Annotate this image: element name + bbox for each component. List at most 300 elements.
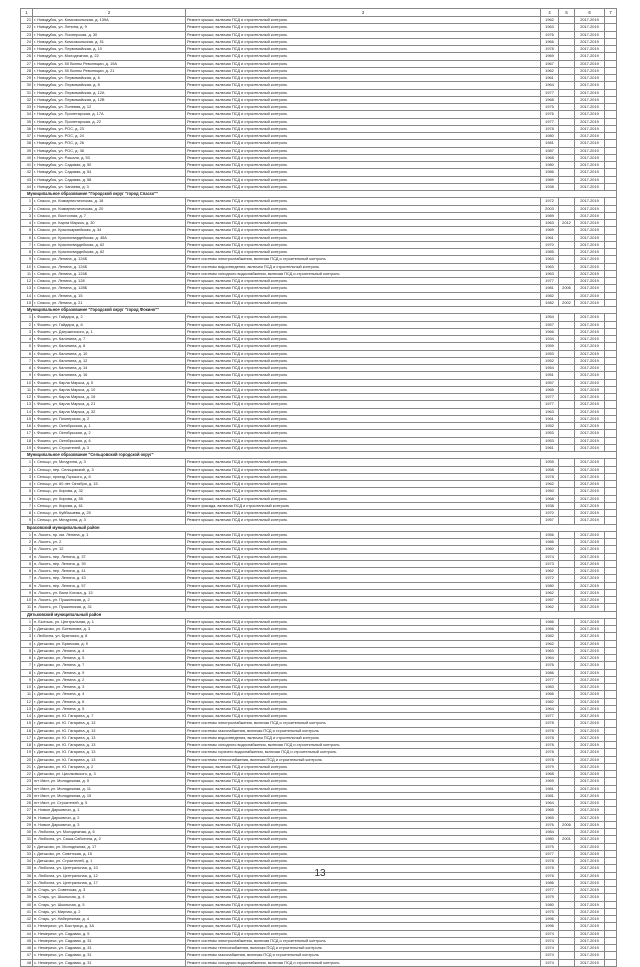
planned-period-cell: 2017-2019 [575, 568, 605, 575]
planned-period-cell: 2017-2019 [575, 357, 605, 364]
work-type-cell: Ремонт крыши, включая ПСД и строительный контроль [186, 212, 541, 219]
row-number-cell: 6 [21, 234, 33, 241]
work-type-cell: Ремонт крыши, включая ПСД и строительный контроль [186, 96, 541, 103]
last-repair-year-cell [559, 386, 575, 393]
last-repair-year-cell [559, 930, 575, 937]
last-repair-year-cell [559, 249, 575, 256]
work-type-cell: Ремонт крыши, включая ПСД и строительный контроль [186, 53, 541, 60]
commission-year-cell: 1969 [541, 778, 559, 785]
address-cell: г. Дятьково, ул. Ю. Гагарина, д. 13 [33, 742, 186, 749]
commission-year-cell: 1978 [541, 756, 559, 763]
last-repair-year-cell [559, 162, 575, 169]
last-repair-year-cell [559, 183, 575, 190]
commission-year-cell: 1974 [541, 930, 559, 937]
commission-year-cell: 1980 [541, 901, 559, 908]
commission-year-cell: 1966 [541, 328, 559, 335]
last-repair-year-cell [559, 408, 575, 415]
address-cell: г. Дятьково, ул. Ленина, д. 4 [33, 647, 186, 654]
address-cell: г. Фокино, ул. Дзержинского, д. 1 [33, 328, 186, 335]
table-row [21, 713, 617, 720]
row-number-cell: 10 [21, 263, 33, 270]
commission-year-cell: 1976 [541, 111, 559, 118]
work-type-cell: Ремонт крыши, включая ПСД и строительный контроль [186, 292, 541, 299]
row-number-cell: 10 [21, 597, 33, 604]
last-repair-year-cell [559, 133, 575, 140]
address-cell: г. Фокино, ул. Гайдара, д. 6 [33, 321, 186, 328]
table-row [21, 75, 617, 82]
table-row [21, 640, 617, 647]
planned-period-cell: 2017-2019 [575, 952, 605, 959]
row-number-cell: 7 [21, 241, 33, 248]
commission-year-cell: 1965 [541, 807, 559, 814]
row-number-cell: 31 [21, 836, 33, 843]
work-type-cell: Ремонт крыши, включая ПСД и строительный контроль [186, 676, 541, 683]
work-type-cell: Ремонт крыши, включая ПСД и строительный контроль [186, 176, 541, 183]
commission-year-cell: 1961 [541, 234, 559, 241]
table-row [21, 321, 617, 328]
address-cell: г. Новодуйск, ул. 50 Волны Революции, д. 19А [33, 60, 186, 67]
planned-period-cell: 2017-2019 [575, 553, 605, 560]
address-cell: г. Дятьково, ул. Ленина, д. 4 [33, 691, 186, 698]
row-number-cell: 18 [21, 742, 33, 749]
last-repair-year-cell [559, 256, 575, 263]
work-type-cell: Ремонт системы газоснабжения, включая ПСД и строительный контроль [186, 727, 541, 734]
last-repair-year-cell [559, 473, 575, 480]
last-repair-year-cell [559, 278, 575, 285]
last-repair-year-cell [559, 553, 575, 560]
extra-cell [605, 314, 617, 321]
work-type-cell: Ремонт крыши, включая ПСД и строительный контроль [186, 763, 541, 770]
last-repair-year-cell [559, 807, 575, 814]
extra-cell [605, 618, 617, 625]
last-repair-year-cell [559, 154, 575, 161]
extra-cell [605, 198, 617, 205]
extra-cell [605, 285, 617, 292]
work-type-cell: Ремонт крыши, включая ПСД и строительный контроль [186, 459, 541, 466]
address-cell: п. Локоть, ул. 12 [33, 546, 186, 553]
work-type-cell: Ремонт крыши, включая ПСД и строительный контроль [186, 655, 541, 662]
table-row [21, 423, 617, 430]
commission-year-cell: 1986 [541, 618, 559, 625]
address-cell: г. Новодуйск, ул. Молодежная, д. 22 [33, 53, 186, 60]
row-number-cell: 13 [21, 401, 33, 408]
work-type-cell: Ремонт крыши, включая ПСД и строительный контроль [186, 466, 541, 473]
row-number-cell: 2 [21, 321, 33, 328]
row-number-cell: 6 [21, 495, 33, 502]
address-cell: г. Фокино, ул. Карла Маркса, д. 5 [33, 379, 186, 386]
last-repair-year-cell [559, 691, 575, 698]
last-repair-year-cell [559, 829, 575, 836]
work-type-cell: Ремонт крыши, включая ПСД и строительный контроль [186, 684, 541, 691]
table-row [21, 647, 617, 654]
address-cell: г. Дятьково, ул. Ю. Гагарина, д. 13 [33, 727, 186, 734]
commission-year-cell: 1977 [541, 118, 559, 125]
last-repair-year-cell [559, 575, 575, 582]
address-cell: г. Спасск, ул. Ленина, д. 15 [33, 292, 186, 299]
last-repair-year-cell [559, 314, 575, 321]
work-type-cell: Ремонт крыши, включая ПСД и строительный контроль [186, 111, 541, 118]
planned-period-cell: 2017-2019 [575, 263, 605, 270]
last-repair-year-cell [559, 140, 575, 147]
extra-cell [605, 423, 617, 430]
planned-period-cell: 2017-2019 [575, 176, 605, 183]
last-repair-year-cell [559, 292, 575, 299]
address-cell: г. Спасск, ул. Коммунистическая, д. 18 [33, 198, 186, 205]
row-number-cell: 37 [21, 133, 33, 140]
address-cell: п. Локоть, пер. Ленина, д. 43 [33, 575, 186, 582]
table-row [21, 720, 617, 727]
row-number-cell: 12 [21, 278, 33, 285]
planned-period-cell: 2017-2019 [575, 937, 605, 944]
extra-cell [605, 321, 617, 328]
planned-period-cell: 2017-2019 [575, 89, 605, 96]
table-row [21, 633, 617, 640]
table-row [21, 241, 617, 248]
address-cell: г. Дятьково, ул. Ленина, д. 3 [33, 684, 186, 691]
extra-cell [605, 249, 617, 256]
column-number: 4 [541, 9, 559, 17]
last-repair-year-cell [559, 53, 575, 60]
last-repair-year-cell [559, 604, 575, 611]
last-repair-year-cell [559, 763, 575, 770]
planned-period-cell: 2017-2019 [575, 96, 605, 103]
work-type-cell: Ремонт крыши, включая ПСД и строительный контроль [186, 147, 541, 154]
commission-year-cell: 1963 [541, 24, 559, 31]
address-cell: п. Локоть, пер. Ленина, д. 37 [33, 553, 186, 560]
last-repair-year-cell [559, 502, 575, 509]
last-repair-year-cell [559, 894, 575, 901]
planned-period-cell: 2017-2019 [575, 771, 605, 778]
address-cell: г. Фокино, ул. Октябрьская, д. 6 [33, 437, 186, 444]
planned-period-cell: 2017-2019 [575, 836, 605, 843]
extra-cell [605, 698, 617, 705]
table-row [21, 82, 617, 89]
extra-cell [605, 894, 617, 901]
last-repair-year-cell [559, 647, 575, 654]
extra-cell [605, 640, 617, 647]
extra-cell [605, 597, 617, 604]
last-repair-year-cell [559, 734, 575, 741]
table-row [21, 46, 617, 53]
address-cell: г. Фокино, ул. Пионерская, д. 2 [33, 415, 186, 422]
commission-year-cell: 1982 [541, 292, 559, 299]
extra-cell [605, 328, 617, 335]
table-row [21, 908, 617, 915]
work-type-cell: Ремонт крыши, включая ПСД и строительный контроль [186, 444, 541, 451]
address-cell: г. Новодуйск, ул. Первомайская, д. 12А [33, 89, 186, 96]
table-row [21, 655, 617, 662]
commission-year-cell: 1958 [541, 466, 559, 473]
row-number-cell: 4 [21, 220, 33, 227]
commission-year-cell: 1950 [541, 488, 559, 495]
extra-cell [605, 858, 617, 865]
address-cell: г. Дятьково, ул. Строителей, д. 1 [33, 858, 186, 865]
extra-cell [605, 357, 617, 364]
planned-period-cell: 2017-2019 [575, 162, 605, 169]
extra-cell [605, 829, 617, 836]
table-row [21, 858, 617, 865]
table-row [21, 38, 617, 45]
address-cell: г. Фокино, ул. Калинина, д. 10 [33, 350, 186, 357]
table-row [21, 183, 617, 190]
address-cell: г. Фокино, ул. Калинина, д. 14 [33, 365, 186, 372]
commission-year-cell: 1962 [541, 481, 559, 488]
commission-year-cell: 1969 [541, 53, 559, 60]
row-number-cell: 26 [21, 800, 33, 807]
table-row [21, 488, 617, 495]
planned-period-cell: 2017-2019 [575, 531, 605, 538]
last-repair-year-cell [559, 945, 575, 952]
commission-year-cell: 1952 [541, 423, 559, 430]
row-number-cell: 33 [21, 104, 33, 111]
work-type-cell: Ремонт крыши, включая ПСД и строительный контроль [186, 923, 541, 930]
last-repair-year-cell [559, 756, 575, 763]
planned-period-cell: 2017-2019 [575, 111, 605, 118]
table-row [21, 53, 617, 60]
commission-year-cell: 1975 [541, 843, 559, 850]
last-repair-year-cell [559, 60, 575, 67]
work-type-cell: Ремонт крыши, включая ПСД и строительный контроль [186, 104, 541, 111]
row-number-cell: 13 [21, 705, 33, 712]
last-repair-year-cell [559, 749, 575, 756]
page-number: 13 [314, 868, 326, 879]
column-number-row [21, 9, 617, 17]
table-row [21, 553, 617, 560]
planned-period-cell: 2017-2019 [575, 212, 605, 219]
extra-cell [605, 60, 617, 67]
planned-period-cell: 2017-2019 [575, 908, 605, 915]
commission-year-cell: 1962 [541, 568, 559, 575]
last-repair-year-cell [559, 118, 575, 125]
last-repair-year-cell [559, 31, 575, 38]
work-type-cell: Ремонт крыши, включая ПСД и строительный контроль [186, 618, 541, 625]
row-number-cell: 29 [21, 821, 33, 828]
address-cell: г. Фокино, ул. Строителей, д. 3 [33, 444, 186, 451]
extra-cell [605, 67, 617, 74]
address-cell: г. Новодуйск, ул. Пролетарская, д. 17А [33, 111, 186, 118]
column-number: 2 [33, 9, 186, 17]
last-repair-year-cell [559, 879, 575, 886]
planned-period-cell: 2017-2019 [575, 517, 605, 524]
extra-cell [605, 705, 617, 712]
last-repair-year-cell [559, 430, 575, 437]
table-row [21, 125, 617, 132]
work-type-cell: Ремонт крыши, включая ПСД и строительный контроль [186, 626, 541, 633]
address-cell: г. Спасск, ул. Ленина, д. 124Б [33, 270, 186, 277]
planned-period-cell: 2017-2019 [575, 749, 605, 756]
commission-year-cell: 1977 [541, 887, 559, 894]
table-row [21, 952, 617, 959]
row-number-cell: 10 [21, 379, 33, 386]
extra-cell [605, 676, 617, 683]
work-type-cell: Ремонт крыши, включая ПСД и строительный контроль [186, 691, 541, 698]
address-cell: г. Новодуйск, ул. Комсомольская, д. 51 [33, 38, 186, 45]
address-cell: г. Спасск, ул. Ленина, д. 128Б [33, 285, 186, 292]
table-row [21, 814, 617, 821]
last-repair-year-cell [559, 582, 575, 589]
extra-cell [605, 75, 617, 82]
table-row [21, 444, 617, 451]
last-repair-year-cell [559, 176, 575, 183]
table-row [21, 60, 617, 67]
commission-year-cell: 1967 [541, 60, 559, 67]
extra-cell [605, 945, 617, 952]
row-number-cell: 11 [21, 691, 33, 698]
address-cell: г. Новодуйск, ул. Ленина, д. 9 [33, 24, 186, 31]
address-cell: с. Немеричи, ул. Садовая, д. 31 [33, 945, 186, 952]
address-cell: г. Дятьково, ул. Брянская, д. 9 [33, 640, 186, 647]
work-type-cell: Ремонт крыши, включая ПСД и строительный контроль [186, 162, 541, 169]
planned-period-cell: 2017-2019 [575, 821, 605, 828]
extra-cell [605, 140, 617, 147]
work-type-cell: Ремонт крыши, включая ПСД и строительный контроль [186, 430, 541, 437]
row-number-cell: 7 [21, 357, 33, 364]
work-type-cell: Ремонт крыши, включая ПСД и строительный контроль [186, 350, 541, 357]
table-row [21, 198, 617, 205]
commission-year-cell: 1978 [541, 125, 559, 132]
planned-period-cell: 2017-2019 [575, 437, 605, 444]
table-row [21, 604, 617, 611]
row-number-cell: 1 [21, 314, 33, 321]
last-repair-year-cell [559, 321, 575, 328]
last-repair-year-cell [559, 814, 575, 821]
last-repair-year-cell [559, 727, 575, 734]
table-row [21, 618, 617, 625]
last-repair-year-cell [559, 850, 575, 857]
planned-period-cell: 2017-2019 [575, 270, 605, 277]
planned-period-cell: 2017-2019 [575, 169, 605, 176]
row-number-cell: 43 [21, 923, 33, 930]
row-number-cell: 1 [21, 459, 33, 466]
planned-period-cell: 2017-2019 [575, 720, 605, 727]
planned-period-cell: 2017-2019 [575, 488, 605, 495]
commission-year-cell: 1957 [541, 379, 559, 386]
work-type-cell: Ремонт крыши, включая ПСД и строительный контроль [186, 879, 541, 886]
address-cell: п. Локоть, пер. Ленина, д. 57 [33, 582, 186, 589]
last-repair-year-cell [559, 198, 575, 205]
document-page [20, 8, 616, 967]
planned-period-cell: 2017-2019 [575, 618, 605, 625]
address-cell: г. Фокино, ул. Октябрьская, д. 1 [33, 423, 186, 430]
table-row [21, 749, 617, 756]
row-number-cell: 17 [21, 734, 33, 741]
table-row [21, 821, 617, 828]
last-repair-year-cell: 2012 [559, 220, 575, 227]
last-repair-year-cell [559, 75, 575, 82]
address-cell: пгт Ивот, ул. Молодежная, д. 11 [33, 785, 186, 792]
table-row [21, 698, 617, 705]
last-repair-year-cell [559, 350, 575, 357]
planned-period-cell: 2017-2019 [575, 241, 605, 248]
work-type-cell: Ремонт системы водоотведения, включая ПСД и строительный контроль [186, 263, 541, 270]
table-row [21, 133, 617, 140]
extra-cell [605, 850, 617, 857]
column-number: 5 [559, 9, 575, 17]
last-repair-year-cell [559, 379, 575, 386]
address-cell: г. Дятьково, ул. Ленина, д. 7 [33, 662, 186, 669]
planned-period-cell: 2017-2019 [575, 328, 605, 335]
extra-cell [605, 343, 617, 350]
address-cell: г. Новодуйск, ул. РОС, д. 23 [33, 125, 186, 132]
table-row [21, 727, 617, 734]
extra-cell [605, 415, 617, 422]
table-row [21, 430, 617, 437]
planned-period-cell: 2017-2019 [575, 336, 605, 343]
table-row [21, 517, 617, 524]
last-repair-year-cell [559, 662, 575, 669]
planned-period-cell: 2017-2019 [575, 691, 605, 698]
section-heading: Муниципальное образование "Городской округ "город Фокино"" [21, 307, 617, 314]
work-type-cell: Ремонт крыши, включая ПСД и строительный контроль [186, 568, 541, 575]
commission-year-cell: 1970 [541, 510, 559, 517]
work-type-cell: Ремонт крыши, включая ПСД и строительный контроль [186, 575, 541, 582]
planned-period-cell: 2017-2019 [575, 205, 605, 212]
planned-period-cell: 2017-2019 [575, 734, 605, 741]
table-row [21, 205, 617, 212]
row-number-cell: 32 [21, 843, 33, 850]
commission-year-cell: 1974 [541, 553, 559, 560]
commission-year-cell: 1938 [541, 183, 559, 190]
commission-year-cell: 1968 [541, 495, 559, 502]
extra-cell [605, 959, 617, 966]
row-number-cell: 3 [21, 212, 33, 219]
extra-cell [605, 684, 617, 691]
commission-year-cell: 1972 [541, 575, 559, 582]
work-type-cell: Ремонт крыши, включая ПСД и строительный контроль [186, 640, 541, 647]
table-row [21, 937, 617, 944]
planned-period-cell: 2017-2019 [575, 684, 605, 691]
last-repair-year-cell [559, 669, 575, 676]
last-repair-year-cell [559, 539, 575, 546]
address-cell: г. Фокино, ул. Карла Маркса, д. 21 [33, 401, 186, 408]
work-type-cell: Ремонт крыши, включая ПСД и строительный контроль [186, 314, 541, 321]
extra-cell [605, 227, 617, 234]
row-number-cell: 44 [21, 183, 33, 190]
extra-cell [605, 669, 617, 676]
planned-period-cell: 2017-2019 [575, 444, 605, 451]
address-cell: г. Дятьково, ул. Советская, д. 15 [33, 850, 186, 857]
table-row [21, 89, 617, 96]
planned-period-cell: 2017-2019 [575, 31, 605, 38]
work-type-cell: Ремонт крыши, включая ПСД и строительный контроль [186, 792, 541, 799]
extra-cell [605, 104, 617, 111]
extra-cell [605, 546, 617, 553]
planned-period-cell: 2017-2019 [575, 676, 605, 683]
extra-cell [605, 89, 617, 96]
commission-year-cell: 1977 [541, 676, 559, 683]
table-row [21, 836, 617, 843]
table-row [21, 350, 617, 357]
work-type-cell: Ремонт системы теплоснабжения, включая ПСД и строительный контроль [186, 945, 541, 952]
row-number-cell: 4 [21, 336, 33, 343]
commission-year-cell: 1959 [541, 343, 559, 350]
row-number-cell: 11 [21, 386, 33, 393]
extra-cell [605, 473, 617, 480]
section-heading: Муниципальное образование "Городской округ "город Спасск"" [21, 191, 617, 198]
row-number-cell: 7 [21, 502, 33, 509]
planned-period-cell: 2017-2019 [575, 379, 605, 386]
table-row [21, 466, 617, 473]
extra-cell [605, 517, 617, 524]
row-number-cell: 5 [21, 227, 33, 234]
work-type-cell: Ремонт крыши, включая ПСД и строительный контроль [186, 38, 541, 45]
work-type-cell: Ремонт крыши, включая ПСД и строительный контроль [186, 589, 541, 596]
row-number-cell: 8 [21, 582, 33, 589]
extra-cell [605, 24, 617, 31]
last-repair-year-cell [559, 372, 575, 379]
table-row [21, 104, 617, 111]
work-type-cell: Ремонт крыши, включая ПСД и строительный контроль [186, 140, 541, 147]
